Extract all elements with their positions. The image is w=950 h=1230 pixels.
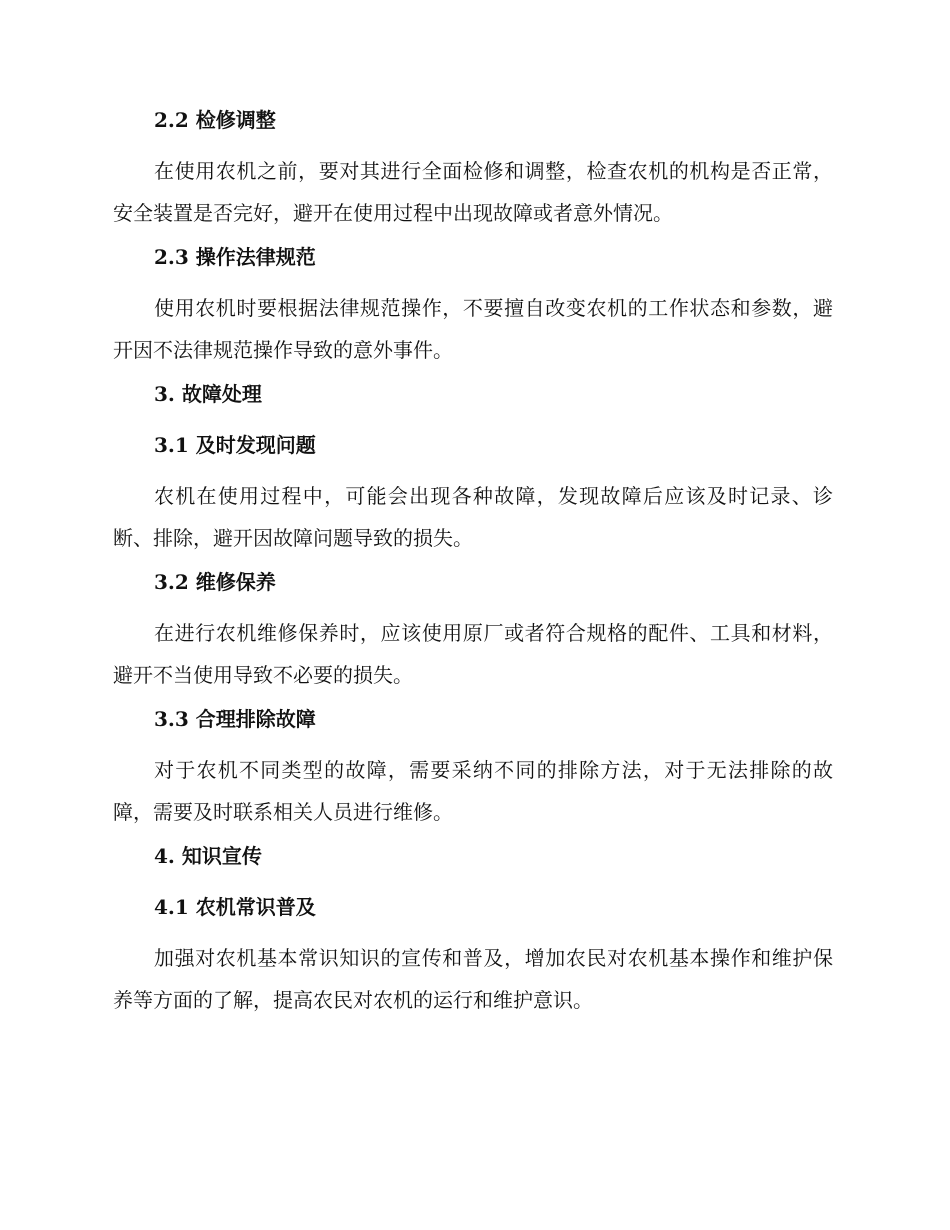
paragraph-inspection: 在使用农机之前，要对其进行全面检修和调整，检查农机的机构是否正常，安全装置是否完好，避开在使用过程中出现故障或者意外情况。 bbox=[113, 159, 833, 225]
section-heading-3-2: 3.2 维修保养 bbox=[154, 570, 276, 594]
paragraph-operation: 使用农机时要根据法律规范操作，不要擅自改变农机的工作状态和参数，避开因不法律规范操作导致的意外事件。 bbox=[113, 296, 833, 362]
section-heading-3: 3. 故障处理 bbox=[154, 382, 262, 406]
section-heading-2-2: 2.2 检修调整 bbox=[154, 108, 276, 132]
paragraph-troubleshoot: 对于农机不同类型的故障，需要采纳不同的排除方法，对于无法排除的故障，需要及时联系相关人员进行维修。 bbox=[113, 758, 833, 824]
section-heading-4-1: 4.1 农机常识普及 bbox=[154, 895, 316, 919]
paragraph-maintenance: 在进行农机维修保养时，应该使用原厂或者符合规格的配件、工具和材料，避开不当使用导致不必要的损失。 bbox=[113, 621, 833, 687]
document-body bbox=[113, 105, 833, 1029]
paragraph-detect-problem: 农机在使用过程中，可能会出现各种故障，发现故障后应该及时记录、诊断、排除，避开因故障问题导致的损失。 bbox=[113, 484, 833, 550]
section-heading-3-1: 3.1 及时发现问题 bbox=[154, 433, 316, 457]
paragraph-knowledge: 加强对农机基本常识知识的宣传和普及，增加农民对农机基本操作和维护保养等方面的了解，提高农民对农机的运行和维护意识。 bbox=[113, 946, 833, 1012]
section-heading-3-3: 3.3 合理排除故障 bbox=[154, 707, 316, 731]
section-heading-2-3: 2.3 操作法律规范 bbox=[154, 245, 316, 269]
section-heading-4: 4. 知识宣传 bbox=[154, 844, 262, 868]
